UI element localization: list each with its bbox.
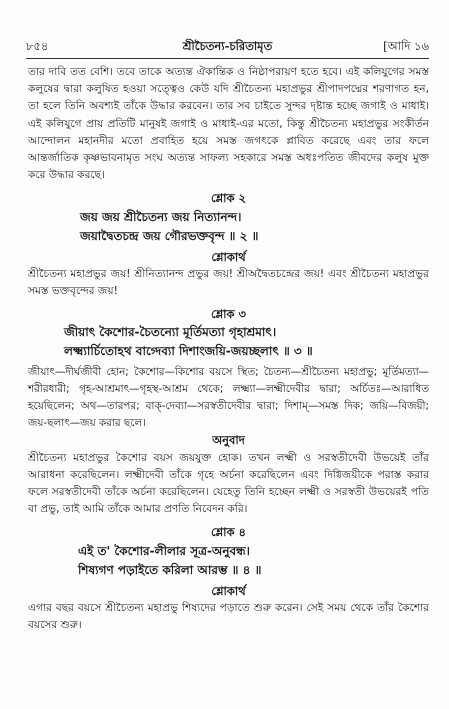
intro-paragraph: তার দাবি তত বেশি। তবে তাকে অত্যন্ত ঐকান্তিক ও নিষ্ঠাপরায়ণ হতে হবে। এই কলিযুগের সমস্ত কলুষের দ্বারা কলুষিত হওয়া সত্ত্বেও কেউ যদি শ্রীচৈতন্য মহাপ্রভুর শ্রীপাদপদ্মের শরণাগত হন, তা হলে তিনি অবশ্যই তাঁকে উদ্ধার করবেন। তার সব চাইতে সুন্দর দৃষ্টান্ত হচ্ছে জগাই ও মাধাই। এই কলিযুগে প্রায় প্রতিটি মানুষই জগাই ও মাধাই-এর মতো, কিন্তু শ্রীচৈতন্য মহাপ্রভুর সংকীর্তন আন্দোলন মহানদীর মতো প্রবাহিত হয়ে সমস্ত জগৎকে প্লাবিত করেছে এবং তার ফলে আন্তর্জাতিক কৃষ্ণভাবনামৃত সংঘ অত্যন্ত সাফল্য সহকারে সমস্ত অধঃপতিত জীবদের কলুষ মুক্ত করে উদ্ধার করছে। — [28, 66, 429, 182]
running-title: শ্রীচৈতন্য-চরিতামৃত — [182, 39, 273, 53]
sloka-4-translation-heading: শ্লোকার্থ — [211, 583, 246, 598]
sloka-4-verse — [28, 542, 429, 580]
page-header — [26, 38, 429, 56]
verse-line: জীয়াৎ কৈশোর-চৈতন্যো মূর্তিমত্যা গৃহাশ্রমাৎ। — [64, 325, 277, 340]
chapter-reference: [আদি ১৬ — [383, 39, 429, 53]
sloka-2-verse — [28, 208, 429, 246]
sloka-3-verse — [28, 323, 429, 361]
sloka-4-heading: শ্লোক ৪ — [210, 525, 247, 540]
verse-line: জয় জয় শ্রীচৈতন্য জয় নিত্যানন্দ। — [80, 209, 242, 224]
anubad-heading: অনুবাদ — [212, 433, 245, 448]
word-meanings: জীয়াৎ—দীর্ঘজীবী হোন; কৈশোর—কিশোর বয়সে স্থিত; চৈতন্য—শ্রীচৈতন্য মহাপ্রভু; মূর্তিমত্যা—শরীরধারী; গৃহ-আশ্রমাৎ—গৃহস্থ-আশ্রম থেকে; লক্ষ্ম্যা—লক্ষ্মীদেবীর দ্বারা; অর্চিতঃ—আরাধিত হয়েছিলেন; অথ—তারপর; বাক্-দেব্যা—সরস্বতীদেবীর দ্বারা; দিশাম্—সমস্ত দিক; জয়ি—বিজয়ী; জয়-ছলাৎ—জয় করার ছলে। — [28, 366, 429, 430]
sloka-2-translation: শ্রীচৈতন্য মহাপ্রভুর জয়! শ্রীনিত্যানন্দ প্রভুর জয়! শ্রীঅদ্বৈতচন্দ্রের জয়! এবং শ্রীচৈতন্য মহাপ্রভুর সমস্ত ভক্তবৃন্দের জয়! — [28, 267, 429, 298]
sloka-2-translation-heading: শ্লোকার্থ — [211, 249, 246, 264]
verse-line: লক্ষ্ম্যার্চিতোহথ বাগ্দেব্যা দিশাংজয়ি-জয়চ্ছলাৎ ॥ ৩ ॥ — [64, 344, 313, 359]
header-rule — [26, 58, 429, 59]
page-number: ৮৫৪ — [26, 39, 49, 53]
sloka-2-heading: শ্লোক ২ — [210, 191, 247, 206]
sloka-3-heading: শ্লোক ৩ — [210, 307, 247, 322]
verse-line: শিষ্যগণ পড়াইতে করিলা আরম্ভ ॥ ৪ ॥ — [78, 562, 262, 577]
verse-line: এই ত' কৈশোর-লীলার সূত্র-অনুবন্ধ। — [78, 543, 250, 558]
sloka-3-translation: শ্রীচৈতন্য মহাপ্রভুর কৈশোর বয়স জয়যুক্ত হোক। তখন লক্ষ্মী ও সরস্বতীদেবী উভয়েই তাঁর আরাধনা করেছিলেন। লক্ষ্মীদেবী তাঁকে গৃহে অর্চনা করেছিলেন এবং দিগ্বিজয়ীকে পরাস্ত করার ফলে সরস্বতীদেবী তাঁকে অর্চনা করেছিলেন। যেহেতু তিনি হচ্ছেন লক্ষ্মী ও সরস্বতী উভয়েরই পতি বা প্রভু, তাই আমি তাঁকে আমার প্রণতি নিবেদন করি। — [28, 451, 429, 516]
verse-line: জয়াদ্বৈতচন্দ্র জয় গৌরভক্তবৃন্দ ॥ ২ ॥ — [80, 228, 259, 243]
sloka-4-translation: এগার বছর বয়সে শ্রীচৈতন্য মহাপ্রভু শিষ্যদের পড়াতে শুরু করেন। সেই সময় থেকে তাঁর কৈশোর বয়সের শুরু। — [28, 601, 429, 632]
page-body — [28, 64, 429, 634]
